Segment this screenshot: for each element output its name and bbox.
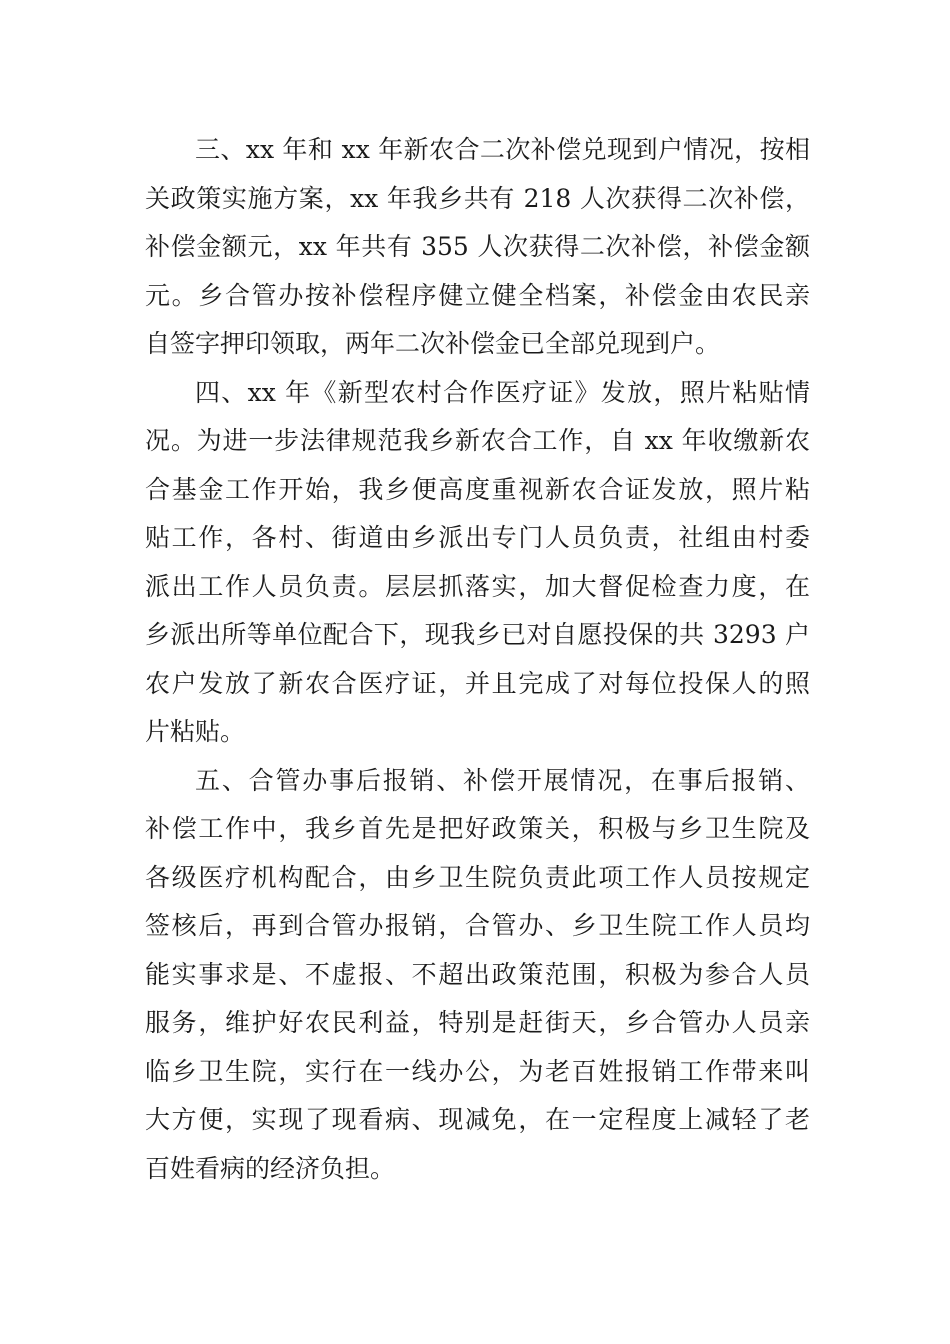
paragraph-5 — [145, 757, 810, 1194]
paragraph-4 — [145, 369, 810, 757]
paragraph-line: 各级医疗机构配合，由乡卫生院负责此项工作人员按规定 — [145, 862, 810, 892]
paragraph-line: 三、xx 年和 xx 年新农合二次补偿兑现到户情况，按相 — [195, 135, 810, 164]
paragraph-line: 临乡卫生院，实行在一线办公，为老百姓报销工作带来叫 — [145, 1056, 810, 1086]
paragraph-line: 片粘贴。 — [145, 717, 246, 746]
paragraph-3 — [145, 126, 810, 369]
paragraph-line: 补偿工作中，我乡首先是把好政策关，积极与乡卫生院及 — [145, 814, 810, 843]
paragraph-line: 签核后，再到合管办报销，合管办、乡卫生院工作人员均 — [145, 911, 810, 940]
paragraph-line: 四、xx 年《新型农村合作医疗证》发放，照片粘贴情 — [195, 377, 810, 407]
paragraph-line: 乡派出所等单位配合下，现我乡已对自愿投保的共 3293 户 — [145, 620, 810, 649]
paragraph-line: 元。乡合管办按补偿程序健立健全档案，补偿金由农民亲 — [145, 280, 810, 310]
paragraph-line: 派出工作人员负责。层层抓落实，加大督促检查力度，在 — [145, 571, 810, 601]
paragraph-line: 合基金工作开始，我乡便高度重视新农合证发放，照片粘 — [145, 474, 810, 504]
document-body — [145, 126, 810, 1193]
paragraph-line: 大方便，实现了现看病、现减免，在一定程度上减轻了老 — [145, 1105, 810, 1134]
paragraph-line: 况。为进一步法律规范我乡新农合工作，自 xx 年收缴新农 — [145, 426, 810, 455]
paragraph-line: 关政策实施方案，xx 年我乡共有 218 人次获得二次补偿， — [145, 183, 810, 213]
paragraph-line: 贴工作，各村、街道由乡派出专门人员负责，社组由村委 — [145, 523, 810, 552]
paragraph-line: 百姓看病的经济负担。 — [145, 1153, 396, 1183]
paragraph-line: 补偿金额元，xx 年共有 355 人次获得二次补偿，补偿金额 — [145, 232, 810, 261]
paragraph-line: 五、合管办事后报销、补偿开展情况，在事后报销、 — [195, 765, 810, 795]
paragraph-line: 农户发放了新农合医疗证，并且完成了对每位投保人的照 — [145, 668, 810, 698]
paragraph-line: 自签字押印领取，两年二次补偿金已全部兑现到户。 — [145, 329, 721, 358]
paragraph-line: 服务，维护好农民利益，特别是赶街天，乡合管办人员亲 — [145, 1008, 810, 1037]
paragraph-line: 能实事求是、不虚报、不超出政策范围，积极为参合人员 — [145, 959, 810, 989]
